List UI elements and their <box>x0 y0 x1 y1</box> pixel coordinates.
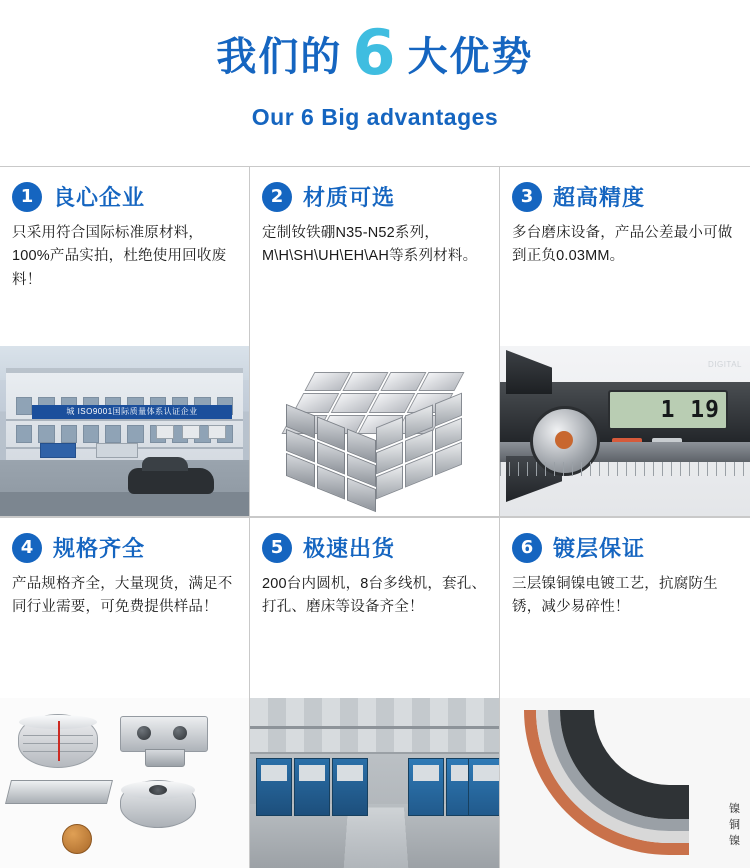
card-header <box>12 532 237 563</box>
advantage-card-3 <box>500 166 750 517</box>
coin-for-scale <box>62 824 92 854</box>
page-subtitle: Our 6 Big advantages <box>251 104 499 130</box>
card-header <box>262 532 487 563</box>
building-banner-text: 城 ISO9001国际质量体系认证企业 <box>32 405 232 419</box>
layer-label-3: 镍 <box>729 835 740 848</box>
number-badge: 3 <box>512 182 542 212</box>
card-header <box>262 181 487 212</box>
card-header <box>12 181 237 212</box>
bar-magnet <box>5 780 113 804</box>
title-number: 6 <box>352 16 398 89</box>
disc-magnet-stack <box>18 714 98 768</box>
advantage-card-1 <box>0 166 250 517</box>
building-sign-2 <box>96 443 138 458</box>
ring-magnet-stack <box>120 780 196 828</box>
number-badge: 1 <box>12 182 42 212</box>
workshop-machines-photo <box>250 698 499 868</box>
card-description: 只采用符合国际标准原材料，100%产品实拍，杜绝使用回收废料！ <box>12 225 227 288</box>
layer-label-1: 镍 <box>729 803 740 816</box>
plating-layers-diagram <box>500 698 750 868</box>
card-header <box>512 181 738 212</box>
card-description: 三层镍铜镍电镀工艺，抗腐防生锈，减少易碎性！ <box>512 576 718 616</box>
magnet-shapes-photo <box>0 698 249 868</box>
card-title: 镀层保证 <box>553 536 646 561</box>
block-magnet-with-holes <box>120 716 208 752</box>
header <box>0 0 750 131</box>
caliper-reading: 1 19 <box>660 397 720 423</box>
advantage-card-4 <box>0 517 250 868</box>
number-badge: 6 <box>512 533 542 563</box>
building-sign-1 <box>40 443 76 458</box>
page-title <box>0 16 750 89</box>
advantages-grid <box>0 166 750 868</box>
advantage-card-5 <box>250 517 500 868</box>
caliper-display <box>608 390 728 430</box>
layer-label-2: 铜 <box>729 819 740 832</box>
card-title: 良心企业 <box>53 185 146 210</box>
card-description: 定制钕铁硼N35-N52系列，M\H\SH\UH\EH\AH等系列材料。 <box>262 225 478 265</box>
number-badge: 5 <box>262 533 292 563</box>
card-description: 多台磨床设备，产品公差最小可做到正负0.03MM。 <box>512 225 733 265</box>
card-title: 材质可选 <box>303 185 396 210</box>
advantage-card-2 <box>250 166 500 517</box>
number-badge: 2 <box>262 182 292 212</box>
layer-labels <box>729 802 740 850</box>
title-prefix: 我们的 <box>216 35 343 79</box>
factory-building-photo <box>0 346 249 516</box>
number-badge: 4 <box>12 533 42 563</box>
card-header <box>512 532 738 563</box>
title-suffix: 大优势 <box>407 35 534 79</box>
card-title: 规格齐全 <box>53 536 146 561</box>
card-title: 极速出货 <box>303 536 396 561</box>
card-title: 超高精度 <box>553 185 646 210</box>
parked-car <box>128 468 214 494</box>
digital-caliper-photo <box>500 346 750 516</box>
magnet-cube-photo <box>250 346 499 516</box>
card-description: 产品规格齐全，大量现货，满足不同行业需要，可免费提供样品！ <box>12 576 233 616</box>
advantage-card-6 <box>500 517 750 868</box>
card-description: 200台内圆机，8台多线机，套孔、打孔、磨床等设备齐全！ <box>262 576 487 616</box>
caliper-brand: DIGITAL <box>707 360 742 369</box>
